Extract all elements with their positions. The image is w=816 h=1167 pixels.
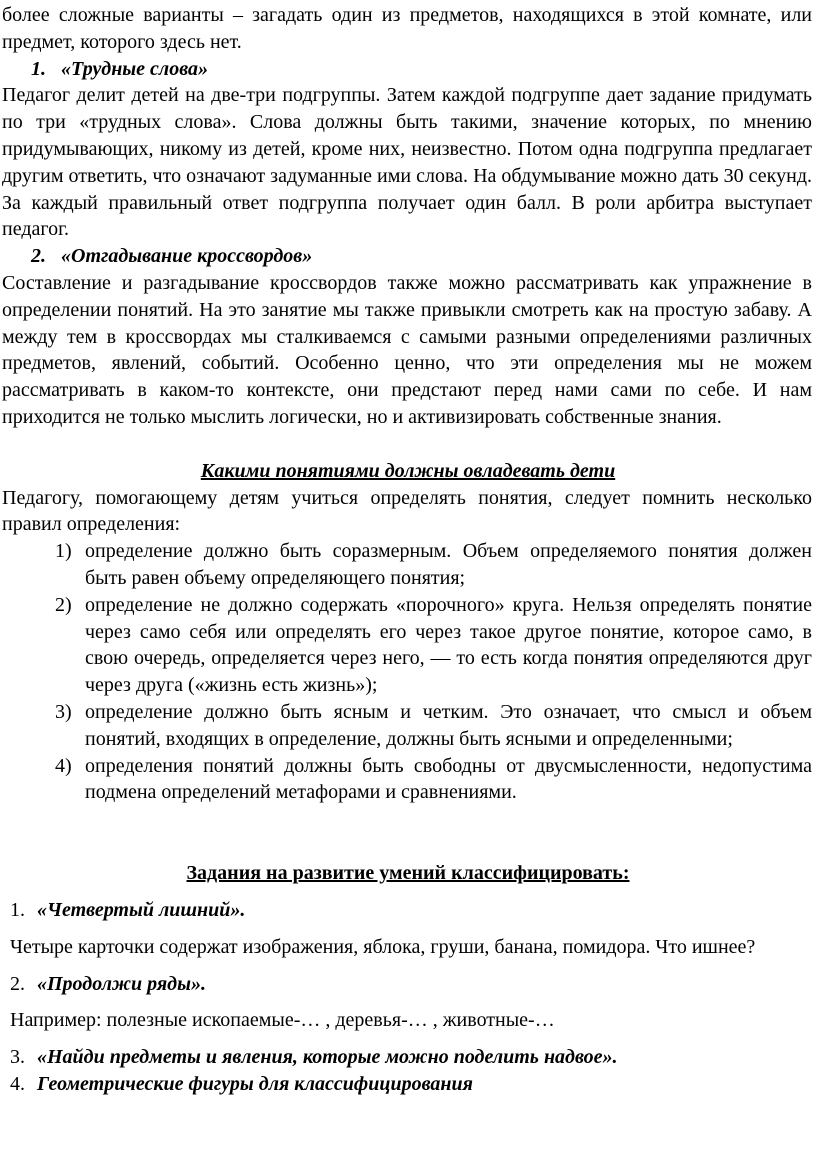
intro-paragraph: более сложные варианты – загадать один из предметов, находящихся в этой комнате, или предмет, которого здесь нет. — [2, 4, 812, 53]
list-item — [0, 753, 816, 807]
section2-title: «Отгадывание кроссвордов» — [61, 245, 313, 268]
rule-number: 3) — [55, 700, 72, 723]
task4-heading — [0, 1071, 816, 1098]
spacer — [0, 924, 816, 934]
task4-title: Геометрические фигуры для классифицирования — [37, 1072, 473, 1095]
section1-heading — [0, 56, 816, 83]
task1-heading — [0, 897, 816, 924]
task2-text: Например: полезные ископаемые-… , деревья-… , животные-… — [10, 1009, 555, 1032]
section2-heading — [0, 243, 816, 270]
rule-text: определения понятий должны быть свободны от двусмысленности, недопустима подмена определений метафорами и сравнениями. — [85, 754, 812, 804]
task3-heading — [0, 1044, 816, 1071]
list-item — [0, 538, 816, 592]
rule-text: определение не должно содержать «порочного» круга. Нельзя определять понятие через само себя или определять его через такое другое понятие, которое само, в свою очередь, определяется через него, — то есть когда понятия определяются друг через друга («жизнь есть жизнь»); — [85, 593, 812, 697]
tasks-heading: Задания на развитие умений классифицировать: — [186, 862, 630, 885]
task2-title: «Продолжи ряды». — [37, 972, 206, 995]
spacer — [0, 1034, 816, 1044]
section2-paragraph: Составление и разгадывание кроссвордов также можно рассматривать как упражнение в определении понятий. На это занятие мы также привыкли смотреть как на простую забаву. А между тем в кроссвордах мы сталкиваемся с самыми разными определениями различных предметов, явлений, событий. Особенно ценно, что эти определения мы не можем рассматривать в каком-то контексте, они предстают перед нами сами по себе. И нам приходится не только мыслить логически, но и активизировать собственные знания. — [2, 271, 812, 428]
section1-number: 1. — [31, 57, 46, 80]
rule-text: определение должно быть ясным и четким. Это означает, что смысл и объем понятий, входящих в определение, должны быть ясными и определенными; — [85, 700, 812, 750]
rule-number: 2) — [55, 593, 72, 616]
concepts-heading: Какими понятиями должны овладевать дети — [200, 459, 616, 482]
spacer — [0, 997, 816, 1007]
task1-text-content: Четыре карточки содержат изображения, яблока, груши, банана, помидора. Что ишнее? — [10, 935, 756, 958]
spacer — [0, 961, 816, 971]
task1-title: «Четвертый лишний». — [37, 898, 246, 921]
spacer — [0, 887, 816, 897]
spacer — [0, 431, 816, 458]
task4-number: 4. — [10, 1072, 25, 1095]
rule-number: 4) — [55, 754, 72, 777]
task2-number: 2. — [10, 972, 25, 995]
section1-paragraph: Педагог делит детей на две-три подгруппы. Затем каждой подгруппе дает задание придумать по три «трудных слова». Слова должны быть такими, значение которых, по мнению придумывающих, никому из детей, кроме них, неизвестно. Потом одна подгруппа предлагает другим ответить, что означают задуманные ими слова. На обдумывание можно дать 30 секунд. За каждый правильный ответ подгруппа получает один балл. В роли арбитра выступает педагог. — [2, 84, 812, 241]
rule-text: определение должно быть соразмерным. Объем определяемого понятия должен быть равен объему определяющего понятия; — [85, 540, 812, 589]
section2-number: 2. — [31, 245, 46, 268]
list-item — [0, 699, 816, 753]
rule-number: 1) — [55, 540, 72, 563]
task2-heading — [0, 971, 816, 998]
task3-title: «Найди предметы и явления, которые можно поделить надвое». — [37, 1046, 618, 1069]
section1-title: «Трудные слова» — [61, 57, 208, 80]
spacer — [0, 806, 816, 860]
task3-number: 3. — [10, 1046, 25, 1069]
task1-text — [0, 934, 816, 961]
concepts-intro: Педагогу, помогающему детям учиться определять понятия, следует помнить несколько правил определения: — [2, 486, 812, 536]
rules-list — [0, 538, 816, 806]
list-item — [0, 592, 816, 699]
task1-number: 1. — [10, 898, 25, 921]
